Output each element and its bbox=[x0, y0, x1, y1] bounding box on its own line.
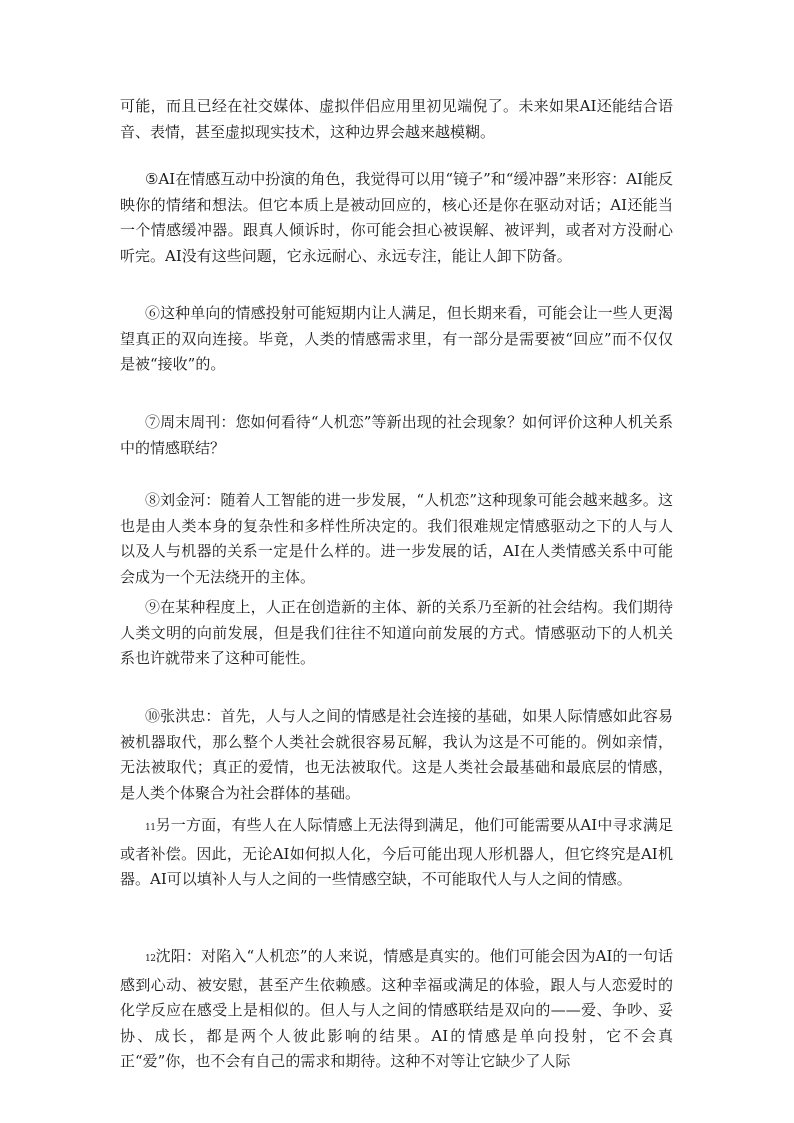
paragraph-11 bbox=[120, 813, 673, 893]
paragraph-12 bbox=[120, 944, 673, 1075]
paragraph-6: ⑥这种单向的情感投射可能短期内让人满足，但长期来看，可能会让一些人更渴望真正的双向连接。毕竟，人类的情感需求里，有一部分是需要被“回应”而不仅仅是被“接收”的。 bbox=[120, 304, 673, 373]
paragraph-7: ⑦周末周刊：您如何看待“人机恋”等新出现的社会现象？如何评价这种人机关系中的情感联结？ bbox=[120, 413, 673, 457]
paragraph-10: ⑩张洪忠：首先，人与人之间的情感是社会连接的基础，如果人际情感如此容易被机器取代，那么整个人类社会就很容易瓦解，我认为这是不可能的。例如亲情，无法被取代；真正的爱情，也无法被取代。这是人类社会最基础和最底层的情感，是人类个体聚合为社会群体的基础。 bbox=[120, 707, 673, 802]
paragraph-9: ⑨在某种程度上，人正在创造新的主体、新的关系乃至新的社会结构。我们期待人类文明的向前发展，但是我们往往不知道向前发展的方式。情感驱动下的人机关系也许就带来了这种可能性。 bbox=[120, 598, 673, 667]
paragraph-continuation: 可能，而且已经在社交媒体、虚拟伴侣应用里初见端倪了。未来如果AI还能结合语音、表情，甚至虚拟现实技术，这种边界会越来越模糊。 bbox=[120, 97, 673, 141]
paragraph-5: ⑤AI在情感互动中扮演的角色，我觉得可以用“镜子”和“缓冲器”来形容：AI能反映你的情绪和想法。但它本质上是被动回应的，核心还是你在驱动对话；AI还能当一个情感缓冲器。跟真人倾诉时，你可能会担心被误解、被评判，或者对方没耐心听完。AI没有这些问题，它永远耐心、永远专注，能让人卸下防备。 bbox=[120, 170, 673, 265]
paragraph-8: ⑧刘金河：随着人工智能的进一步发展，“人机恋”这种现象可能会越来越多。这也是由人类本身的复杂性和多样性所决定的。我们很难规定情感驱动之下的人与人以及人与机器的关系一定是什么样的。进一步发展的话，AI在人类情感关系中可能会成为一个无法绕开的主体。 bbox=[120, 491, 673, 586]
paragraph-number: 11 bbox=[145, 823, 156, 833]
paragraph-text: 沈阳：对陷入“人机恋”的人来说，情感是真实的。他们可能会因为AI的一句话感到心动、被安慰，甚至产生依赖感。这种幸福或满足的体验，跟人与人恋爱时的化学反应在感受上是相似的。但人与人之间的情感联结是双向的——爱、争吵、妥协、成长，都是两个人彼此影响的结果。AI的情感是单向投射，它不会真正“爱”你，也不会有自己的需求和期待。这种不对等让它缺少了人际 bbox=[120, 947, 673, 1070]
paragraph-text: 另一方面，有些人在人际情感上无法得到满足，他们可能需要从AI中寻求满足或者补偿。因此，无论AI如何拟人化，今后可能出现人形机器人，但它终究是AI机器。AI可以填补人与人之间的一些情感空缺，不可能取代人与人之间的情感。 bbox=[120, 816, 673, 888]
paragraph-number: 12 bbox=[145, 954, 156, 964]
